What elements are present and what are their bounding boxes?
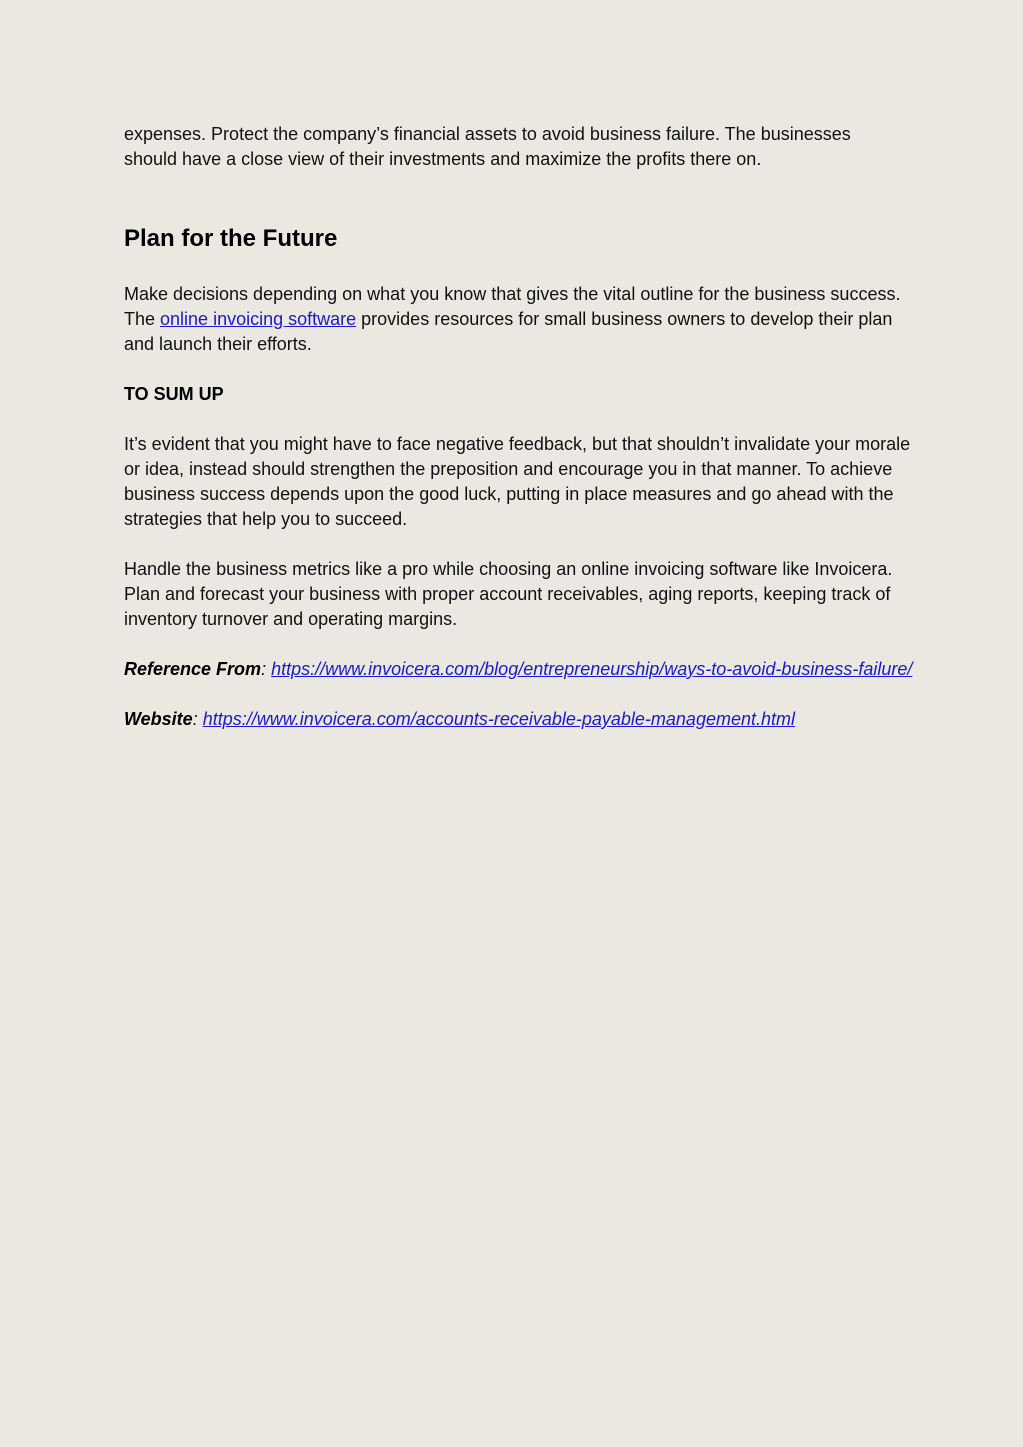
reference-line: [124, 657, 914, 682]
website-line: [124, 707, 914, 732]
heading-to-sum-up: TO SUM UP: [124, 384, 224, 404]
reference-label: Reference From: [124, 659, 262, 679]
reference-colon: :: [261, 659, 267, 679]
website-colon: :: [192, 709, 198, 729]
intro-line-1: expenses. Protect the company’s financial assets to avoid business failure. The businesses: [124, 124, 851, 144]
page-content: [124, 122, 914, 757]
sum-up-paragraph-2: Handle the business metrics like a pro while choosing an online invoicing software like Invoicera. Plan and forecast your business with proper account receivables, aging reports, keeping track of inventory turnover and operating margins.: [124, 559, 893, 629]
intro-paragraph: [124, 122, 914, 172]
online-invoicing-software-link[interactable]: online invoicing software: [160, 309, 357, 329]
plan-text-before: Make decisions depending on what you know that gives the vital outline for the business success. The: [124, 284, 901, 329]
plan-text-after: provides resources for small business owners to develop their plan and launch their efforts.: [124, 309, 893, 354]
plan-paragraph: [124, 282, 914, 357]
reference-url-link[interactable]: https://www.invoicera.com/blog/entrepreneurship/ways-to-avoid-business-failure/: [271, 659, 913, 679]
website-label: Website: [124, 709, 193, 729]
website-url-link[interactable]: https://www.invoicera.com/accounts-receivable-payable-management.html: [202, 709, 795, 729]
sum-up-paragraph-1: It’s evident that you might have to face negative feedback, but that shouldn’t invalidate your morale or idea, instead should strengthen the preposition and encourage you in that manner. To achieve business success depends upon the good luck, putting in place measures and go ahead with the strategies that help you to succeed.: [124, 434, 911, 529]
intro-line-2: should have a close view of their investments and maximize the profits there on.: [124, 149, 762, 169]
heading-plan-for-the-future: Plan for the Future: [124, 225, 338, 252]
